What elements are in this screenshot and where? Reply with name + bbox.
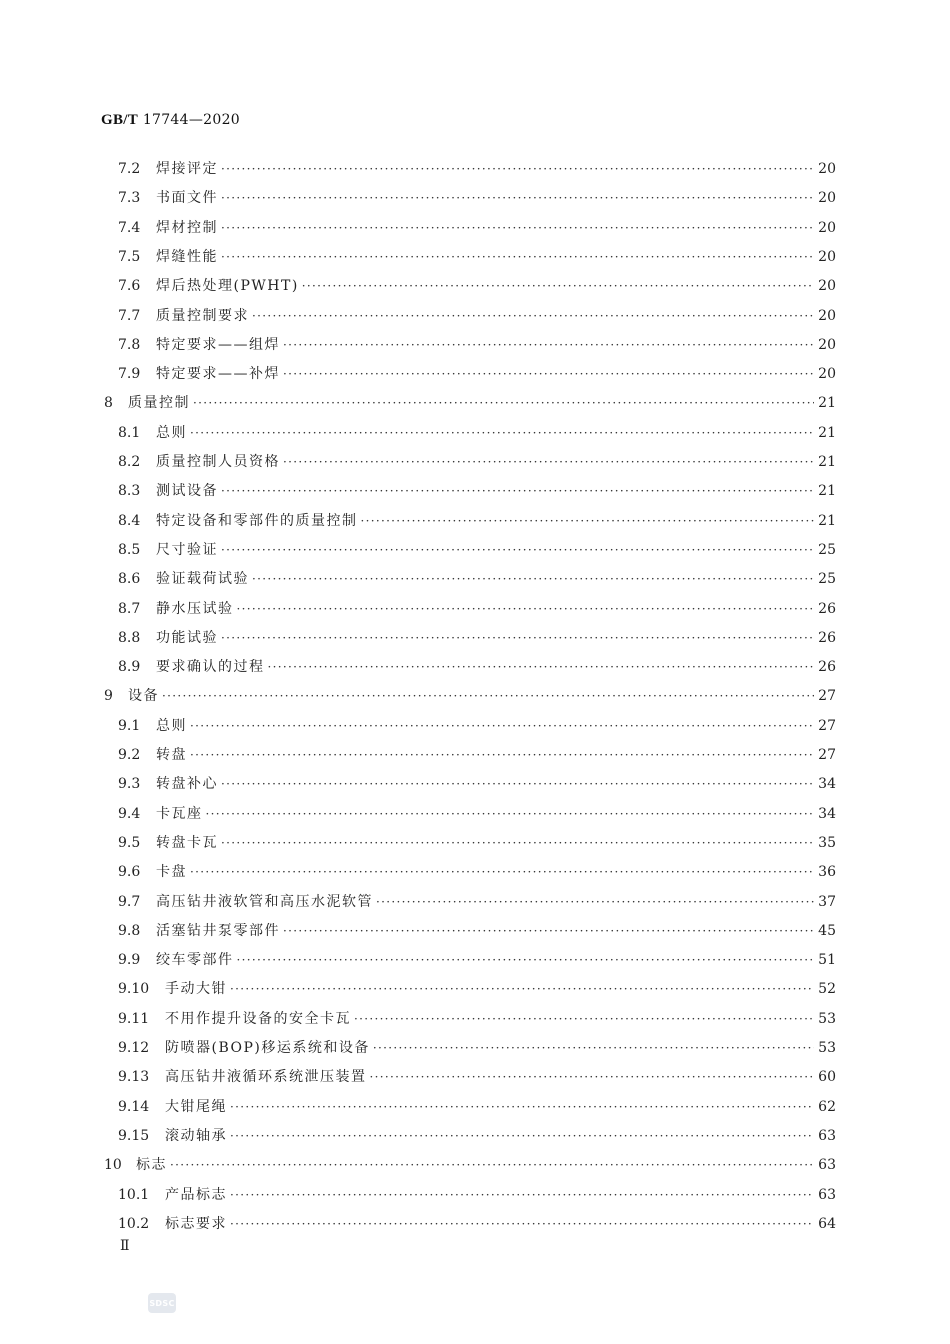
toc-entry-title: 高压钻井液软管和高压水泥软管 bbox=[156, 893, 373, 910]
toc-entry[interactable] bbox=[118, 185, 836, 207]
toc-entry-number: 8.3 bbox=[118, 483, 141, 500]
standard-number: 17744—2020 bbox=[142, 112, 240, 128]
toc-entry-page: 20 bbox=[818, 307, 836, 324]
toc-entry[interactable] bbox=[118, 596, 836, 618]
dot-leader bbox=[373, 1039, 814, 1057]
toc-entry-number: 9.4 bbox=[118, 805, 141, 822]
toc-entry-title: 测试设备 bbox=[156, 483, 218, 500]
toc-entry-title: 焊材控制 bbox=[156, 219, 218, 236]
dot-leader bbox=[354, 1010, 814, 1028]
toc-entry[interactable] bbox=[118, 1035, 836, 1057]
toc-entry-number: 9.11 bbox=[118, 1010, 150, 1027]
toc-entry[interactable] bbox=[118, 771, 836, 793]
toc-entry-number: 10.2 bbox=[118, 1215, 150, 1232]
toc-entry-number: 9.5 bbox=[118, 834, 141, 851]
toc-entry-number: 9.13 bbox=[118, 1069, 150, 1086]
toc-entry-title: 质量控制人员资格 bbox=[156, 454, 280, 470]
toc-entry-title: 设备 bbox=[128, 688, 159, 705]
dot-leader bbox=[230, 1186, 814, 1204]
toc-entry[interactable] bbox=[104, 1152, 836, 1174]
toc-entry-number: 9 bbox=[104, 688, 113, 705]
toc-entry[interactable] bbox=[118, 830, 836, 852]
toc-entry-page: 51 bbox=[818, 952, 836, 969]
toc-entry-number: 10 bbox=[104, 1157, 122, 1174]
dot-leader bbox=[283, 365, 814, 383]
toc-entry-title: 防喷器(BOP)移运系统和设备 bbox=[165, 1040, 370, 1056]
toc-entry-title: 卡瓦座 bbox=[156, 805, 203, 822]
dot-leader bbox=[221, 482, 814, 500]
toc-entry-number: 9.6 bbox=[118, 864, 141, 881]
toc-entry-title: 高压钻井液循环系统泄压装置 bbox=[165, 1069, 367, 1086]
toc-entry-page: 34 bbox=[818, 805, 836, 822]
toc-entry-title: 标志要求 bbox=[165, 1215, 227, 1232]
toc-entry-page: 21 bbox=[818, 512, 836, 529]
dot-leader bbox=[190, 746, 814, 764]
toc-entry-number: 9.14 bbox=[118, 1098, 150, 1115]
toc-entry[interactable] bbox=[118, 244, 836, 266]
dot-leader bbox=[162, 687, 814, 705]
toc-entry[interactable] bbox=[118, 889, 836, 911]
toc-entry-page: 63 bbox=[818, 1127, 836, 1144]
toc-entry[interactable] bbox=[118, 1064, 836, 1086]
toc-entry-number: 8.2 bbox=[118, 454, 141, 470]
toc-entry[interactable] bbox=[118, 478, 836, 500]
toc-entry[interactable] bbox=[118, 947, 836, 969]
dot-leader bbox=[230, 980, 814, 998]
toc-entry[interactable] bbox=[118, 508, 836, 530]
toc-entry-title: 焊缝性能 bbox=[156, 248, 218, 265]
dot-leader bbox=[221, 248, 814, 266]
dot-leader bbox=[237, 600, 815, 618]
logo-text: SDSC bbox=[149, 1298, 175, 1308]
dot-leader bbox=[283, 336, 814, 354]
toc-entry-page: 36 bbox=[818, 864, 836, 881]
toc-entry-number: 7.8 bbox=[118, 336, 141, 353]
toc-entry[interactable] bbox=[118, 1182, 836, 1204]
toc-entry[interactable] bbox=[104, 390, 836, 412]
toc-entry-page: 53 bbox=[818, 1040, 836, 1056]
page-number: Ⅱ bbox=[120, 1238, 130, 1254]
publisher-logo bbox=[148, 1293, 176, 1313]
toc-entry[interactable] bbox=[118, 918, 836, 940]
toc-entry-page: 21 bbox=[818, 424, 836, 441]
toc-entry[interactable] bbox=[118, 156, 836, 178]
toc-entry-title: 不用作提升设备的安全卡瓦 bbox=[165, 1010, 351, 1027]
toc-entry-page: 20 bbox=[818, 336, 836, 353]
dot-leader bbox=[230, 1127, 814, 1145]
toc-entry-number: 8 bbox=[104, 395, 113, 412]
dot-leader bbox=[361, 512, 815, 530]
toc-entry-page: 20 bbox=[818, 219, 836, 236]
toc-entry-page: 25 bbox=[818, 541, 836, 558]
dot-leader bbox=[190, 717, 814, 735]
toc-entry-title: 书面文件 bbox=[156, 190, 218, 207]
toc-entry-number: 7.9 bbox=[118, 366, 141, 383]
dot-leader bbox=[221, 834, 814, 852]
toc-entry-page: 26 bbox=[818, 629, 836, 646]
dot-leader bbox=[268, 658, 815, 676]
toc-entry-page: 26 bbox=[818, 659, 836, 676]
standard-code: GB/T bbox=[101, 112, 139, 128]
dot-leader bbox=[230, 1215, 814, 1233]
dot-leader bbox=[221, 775, 814, 793]
toc-entry-page: 45 bbox=[818, 922, 836, 939]
toc-entry-number: 8.7 bbox=[118, 600, 141, 617]
dot-leader bbox=[221, 219, 814, 237]
toc-entry[interactable] bbox=[118, 566, 836, 588]
toc-entry[interactable] bbox=[118, 273, 836, 295]
toc-entry-page: 21 bbox=[818, 454, 836, 470]
toc-entry-page: 27 bbox=[818, 747, 836, 763]
toc-entry-number: 8.5 bbox=[118, 541, 141, 558]
dot-leader bbox=[283, 922, 814, 940]
toc-entry-title: 静水压试验 bbox=[156, 600, 234, 617]
dot-leader bbox=[170, 1156, 814, 1174]
toc-entry-page: 37 bbox=[818, 893, 836, 910]
toc-entry-title: 特定要求——组焊 bbox=[156, 336, 280, 353]
toc-entry-title: 特定设备和零部件的质量控制 bbox=[156, 512, 358, 529]
toc-entry-page: 60 bbox=[818, 1069, 836, 1086]
toc-entry[interactable] bbox=[118, 537, 836, 559]
toc-entry-page: 62 bbox=[818, 1098, 836, 1115]
toc-entry[interactable] bbox=[118, 420, 836, 442]
toc-entry-number: 9.10 bbox=[118, 981, 150, 998]
toc-entry-title: 转盘卡瓦 bbox=[156, 834, 218, 851]
toc-entry-page: 20 bbox=[818, 366, 836, 383]
dot-leader bbox=[221, 189, 814, 207]
dot-leader bbox=[252, 570, 814, 588]
toc-entry-title: 产品标志 bbox=[165, 1186, 227, 1203]
toc-entry[interactable] bbox=[118, 801, 836, 823]
dot-leader bbox=[376, 893, 814, 911]
toc-entry[interactable] bbox=[118, 361, 836, 383]
toc-entry-title: 特定要求——补焊 bbox=[156, 366, 280, 383]
toc-entry[interactable] bbox=[118, 654, 836, 676]
toc-entry-number: 7.7 bbox=[118, 307, 141, 324]
toc-entry-number: 9.15 bbox=[118, 1127, 150, 1144]
dot-leader bbox=[283, 453, 814, 471]
toc-entry-title: 要求确认的过程 bbox=[156, 659, 265, 676]
document-header bbox=[101, 112, 240, 129]
toc-entry-page: 27 bbox=[818, 688, 836, 705]
toc-entry-number: 7.6 bbox=[118, 278, 141, 295]
toc-entry[interactable] bbox=[118, 976, 836, 998]
toc-entry-number: 9.8 bbox=[118, 922, 141, 939]
dot-leader bbox=[206, 805, 815, 823]
toc-entry-number: 8.8 bbox=[118, 629, 141, 646]
toc-entry-page: 63 bbox=[818, 1186, 836, 1203]
toc-entry[interactable] bbox=[118, 332, 836, 354]
dot-leader bbox=[230, 1098, 814, 1116]
dot-leader bbox=[190, 424, 814, 442]
toc-entry-number: 9.1 bbox=[118, 717, 141, 734]
toc-entry-number: 7.5 bbox=[118, 248, 141, 265]
toc-entry-title: 焊后热处理(PWHT) bbox=[156, 278, 299, 295]
toc-entry-page: 20 bbox=[818, 161, 836, 177]
toc-entry-page: 26 bbox=[818, 600, 836, 617]
toc-entry-title: 滚动轴承 bbox=[165, 1127, 227, 1144]
toc-entry[interactable] bbox=[118, 1123, 836, 1145]
toc-entry-number: 9.2 bbox=[118, 747, 141, 763]
dot-leader bbox=[237, 951, 815, 969]
toc-entry-title: 转盘补心 bbox=[156, 776, 218, 793]
toc-entry-number: 9.12 bbox=[118, 1040, 150, 1056]
toc-entry[interactable] bbox=[118, 449, 836, 471]
dot-leader bbox=[370, 1068, 815, 1086]
toc-entry-page: 20 bbox=[818, 278, 836, 295]
toc-entry-number: 7.4 bbox=[118, 219, 141, 236]
toc-entry-title: 转盘 bbox=[156, 747, 187, 763]
dot-leader bbox=[302, 277, 814, 295]
toc-entry-title: 手动大钳 bbox=[165, 981, 227, 998]
toc-entry-number: 8.1 bbox=[118, 424, 141, 441]
toc-entry-title: 尺寸验证 bbox=[156, 541, 218, 558]
toc-entry-page: 52 bbox=[818, 981, 836, 998]
toc-entry-title: 质量控制要求 bbox=[156, 307, 249, 324]
toc-entry-page: 35 bbox=[818, 834, 836, 851]
toc-entry-title: 功能试验 bbox=[156, 629, 218, 646]
toc-entry-title: 卡盘 bbox=[156, 864, 187, 881]
toc-entry[interactable] bbox=[118, 1006, 836, 1028]
toc-entry[interactable] bbox=[118, 303, 836, 325]
toc-entry-title: 总则 bbox=[156, 424, 187, 441]
toc-entry-page: 20 bbox=[818, 190, 836, 207]
toc-entry-number: 7.2 bbox=[118, 161, 141, 177]
toc-entry[interactable] bbox=[118, 215, 836, 237]
toc-entry-title: 活塞钻井泵零部件 bbox=[156, 922, 280, 939]
toc-entry-title: 总则 bbox=[156, 717, 187, 734]
toc-entry[interactable] bbox=[104, 683, 836, 705]
toc-entry-page: 34 bbox=[818, 776, 836, 793]
toc-entry-page: 27 bbox=[818, 717, 836, 734]
toc-entry[interactable] bbox=[118, 625, 836, 647]
toc-entry[interactable] bbox=[118, 1094, 836, 1116]
dot-leader bbox=[193, 394, 814, 412]
toc-entry-page: 21 bbox=[818, 395, 836, 412]
toc-entry[interactable] bbox=[118, 859, 836, 881]
toc-entry-number: 8.9 bbox=[118, 659, 141, 676]
toc-entry[interactable] bbox=[118, 713, 836, 735]
toc-entry-title: 焊接评定 bbox=[156, 161, 218, 177]
dot-leader bbox=[252, 307, 814, 325]
toc-entry-title: 标志 bbox=[136, 1157, 167, 1174]
toc-entry-number: 9.3 bbox=[118, 776, 141, 793]
toc-entry[interactable] bbox=[118, 1211, 836, 1233]
dot-leader bbox=[221, 160, 814, 178]
toc-entry-title: 大钳尾绳 bbox=[165, 1098, 227, 1115]
toc-entry-number: 9.7 bbox=[118, 893, 141, 910]
toc-entry-number: 8.6 bbox=[118, 571, 141, 588]
toc-entry-number: 10.1 bbox=[118, 1186, 150, 1203]
toc-entry-page: 25 bbox=[818, 571, 836, 588]
dot-leader bbox=[190, 863, 814, 881]
toc-entry-number: 9.9 bbox=[118, 952, 141, 969]
toc-entry-page: 53 bbox=[818, 1010, 836, 1027]
dot-leader bbox=[221, 541, 814, 559]
toc-entry-title: 验证载荷试验 bbox=[156, 571, 249, 588]
toc-entry-title: 质量控制 bbox=[128, 395, 190, 412]
toc-entry-page: 63 bbox=[818, 1157, 836, 1174]
toc-entry-page: 20 bbox=[818, 248, 836, 265]
toc-entry-page: 21 bbox=[818, 483, 836, 500]
toc-entry-page: 64 bbox=[818, 1215, 836, 1232]
toc-entry[interactable] bbox=[118, 742, 836, 764]
toc-entry-number: 7.3 bbox=[118, 190, 141, 207]
dot-leader bbox=[221, 629, 814, 647]
toc-entry-title: 绞车零部件 bbox=[156, 952, 234, 969]
toc-entry-number: 8.4 bbox=[118, 512, 141, 529]
